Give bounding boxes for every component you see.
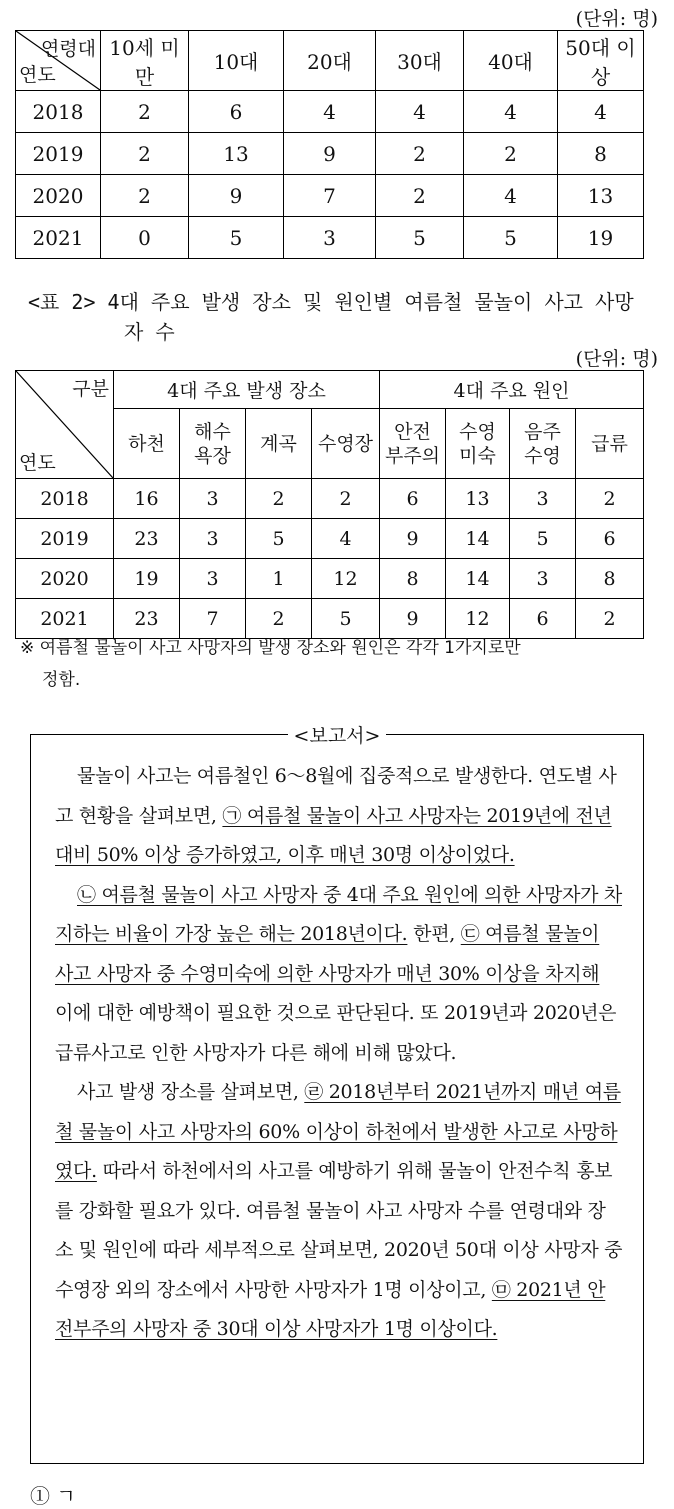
- col-header: 10세 미만: [101, 31, 189, 91]
- corner-top-label: 연령대: [40, 38, 96, 60]
- report-text: 이에 대한 예방책이 필요한 것으로 판단된다. 또 2019년과 2020년은 급류사고로 인한 사망자가 다른 해에 비해 많았다.: [55, 1002, 617, 1064]
- col-header: 급류: [576, 409, 644, 479]
- value-cell: 2: [312, 479, 380, 519]
- report-text: 사고 발생 장소를 살펴보면,: [77, 1081, 305, 1103]
- place-table-corner: [16, 371, 114, 479]
- group-header-row: [16, 371, 644, 409]
- value-cell: 4: [464, 91, 558, 133]
- year-cell: 2020: [16, 175, 101, 217]
- value-cell: 9: [380, 519, 446, 559]
- col-header: 안전 부주의: [380, 409, 446, 479]
- value-cell: 2: [101, 133, 189, 175]
- value-cell: 6: [510, 599, 576, 639]
- value-cell: 2: [246, 479, 312, 519]
- value-cell: 3: [180, 479, 246, 519]
- value-cell: 8: [576, 559, 644, 599]
- unit-label-2: (단위: 명): [575, 348, 658, 370]
- value-cell: 6: [380, 479, 446, 519]
- table-row: [16, 559, 644, 599]
- table-row: [16, 91, 644, 133]
- col-header: 해수 욕장: [180, 409, 246, 479]
- value-cell: 1: [246, 559, 312, 599]
- table-row: [16, 175, 644, 217]
- value-cell: 19: [114, 559, 180, 599]
- report-text: 따라서 하천에서의 사고를 예방하기 위해 물놀이 안전수칙 홍보를 강화할 필요가 있다. 여름철 물놀이 사고 사망자 수를 연령대와 장소 및 원인에 따라 세부적으로 살펴보면, 2020년 50대 이상 사망자 중 수영장 외의 장소에서 사망한 사망자가 1명 이상이고,: [55, 1160, 623, 1301]
- value-cell: 6: [576, 519, 644, 559]
- value-cell: 14: [446, 519, 510, 559]
- value-cell: 23: [114, 519, 180, 559]
- value-cell: 13: [189, 133, 284, 175]
- value-cell: 5: [510, 519, 576, 559]
- footnote-line-1: ※ 여름철 물놀이 사고 사망자의 발생 장소와 원인은 각각 1가지로만: [20, 638, 521, 658]
- value-cell: 4: [464, 175, 558, 217]
- year-cell: 2021: [16, 599, 114, 639]
- value-cell: 5: [246, 519, 312, 559]
- underlined-claim-4: ㉣ 2018년부터 2021년까지 매년 여름철 물놀이 사고 사망자의 60% 이상이 하천에서 발생한 사고로 사망하였다.: [55, 1081, 621, 1182]
- footnote: [20, 632, 650, 696]
- report-paragraph-3: [55, 1073, 623, 1350]
- value-cell: 2: [376, 133, 464, 175]
- value-cell: 9: [189, 175, 284, 217]
- value-cell: 9: [284, 133, 376, 175]
- report-text: 한편,: [407, 923, 461, 945]
- unit-label-1: (단위: 명): [575, 8, 658, 30]
- value-cell: 2: [576, 599, 644, 639]
- value-cell: 2: [101, 91, 189, 133]
- value-cell: 23: [114, 599, 180, 639]
- answer-option-fragment: ① ㄱ: [30, 1484, 76, 1508]
- report-title-text: <보고서>: [288, 725, 387, 747]
- value-cell: 2: [101, 175, 189, 217]
- value-cell: 13: [558, 175, 644, 217]
- value-cell: 3: [284, 217, 376, 259]
- col-header: 40대: [464, 31, 558, 91]
- value-cell: 2: [246, 599, 312, 639]
- table2-caption-text: <표 2> 4대 주요 발생 장소 및 원인별 여름철 물놀이 사고 사망자 수: [28, 290, 634, 344]
- report-title: [31, 721, 643, 748]
- underlined-claim-3: ㉢ 여름철 물놀이 사고 사망자 중 수영미숙에 의한 사망자가 매년 30% 이상을 차지해: [55, 923, 600, 985]
- col-header: 10대: [189, 31, 284, 91]
- value-cell: 0: [101, 217, 189, 259]
- value-cell: 5: [376, 217, 464, 259]
- value-cell: 3: [180, 559, 246, 599]
- year-cell: 2021: [16, 217, 101, 259]
- group-header-place: 4대 주요 발생 장소: [114, 371, 380, 409]
- value-cell: 7: [284, 175, 376, 217]
- value-cell: 3: [510, 559, 576, 599]
- age-table: [15, 30, 644, 259]
- corner-bottom-label: 연도: [19, 64, 56, 86]
- col-header: 50대 이상: [558, 31, 644, 91]
- value-cell: 4: [376, 91, 464, 133]
- report-paragraph-2: [55, 876, 623, 1074]
- age-table-header: [16, 31, 644, 91]
- value-cell: 3: [510, 479, 576, 519]
- year-cell: 2018: [16, 479, 114, 519]
- year-cell: 2018: [16, 91, 101, 133]
- value-cell: 6: [189, 91, 284, 133]
- corner-bottom-label: 연도: [19, 452, 56, 474]
- value-cell: 12: [446, 599, 510, 639]
- col-header: 수영 미숙: [446, 409, 510, 479]
- value-cell: 8: [558, 133, 644, 175]
- col-header: 계곡: [246, 409, 312, 479]
- value-cell: 5: [189, 217, 284, 259]
- col-header: 수영장: [312, 409, 380, 479]
- value-cell: 12: [312, 559, 380, 599]
- value-cell: 14: [446, 559, 510, 599]
- value-cell: 4: [558, 91, 644, 133]
- table-row: [16, 479, 644, 519]
- value-cell: 5: [312, 599, 380, 639]
- table-row: [16, 133, 644, 175]
- value-cell: 2: [376, 175, 464, 217]
- group-header-cause: 4대 주요 원인: [380, 371, 644, 409]
- place-cause-table: [15, 370, 644, 639]
- underlined-claim-5: ㉤ 2021년 안전부주의 사망자 중 30대 이상 사망자가 1명 이상이다.: [55, 1278, 606, 1340]
- report-text: 물놀이 사고는 여름철인 6～8월에 집중적으로 발생한다. 연도별 사고 현황을 살펴보면,: [55, 765, 617, 827]
- underlined-claim-1: ㉠ 여름철 물놀이 사고 사망자는 2019년에 전년 대비 50% 이상 증가하였고, 이후 매년 30명 이상이었다.: [55, 804, 612, 866]
- col-header: 음주 수영: [510, 409, 576, 479]
- age-table-corner: [16, 31, 101, 91]
- value-cell: 2: [464, 133, 558, 175]
- report-paragraph-1: [55, 757, 623, 876]
- value-cell: 9: [380, 599, 446, 639]
- value-cell: 5: [464, 217, 558, 259]
- corner-top-label: 구분: [72, 378, 109, 400]
- col-header: 하천: [114, 409, 180, 479]
- footnote-line-2: 정함.: [42, 670, 81, 690]
- value-cell: 13: [446, 479, 510, 519]
- value-cell: 16: [114, 479, 180, 519]
- report-body: [55, 757, 623, 1350]
- report-box: [30, 725, 644, 1464]
- year-cell: 2020: [16, 559, 114, 599]
- table2-caption: [28, 287, 648, 347]
- col-header: 30대: [376, 31, 464, 91]
- year-cell: 2019: [16, 519, 114, 559]
- value-cell: 4: [312, 519, 380, 559]
- value-cell: 3: [180, 519, 246, 559]
- value-cell: 2: [576, 479, 644, 519]
- value-cell: 19: [558, 217, 644, 259]
- value-cell: 8: [380, 559, 446, 599]
- year-cell: 2019: [16, 133, 101, 175]
- value-cell: 4: [284, 91, 376, 133]
- underlined-claim-2: ㉡ 여름철 물놀이 사고 사망자 중 4대 주요 원인에 의한 사망자가 차지하는 비율이 가장 높은 해는 2018년이다.: [55, 883, 622, 945]
- table-row: [16, 217, 644, 259]
- table-row: [16, 519, 644, 559]
- value-cell: 7: [180, 599, 246, 639]
- col-header: 20대: [284, 31, 376, 91]
